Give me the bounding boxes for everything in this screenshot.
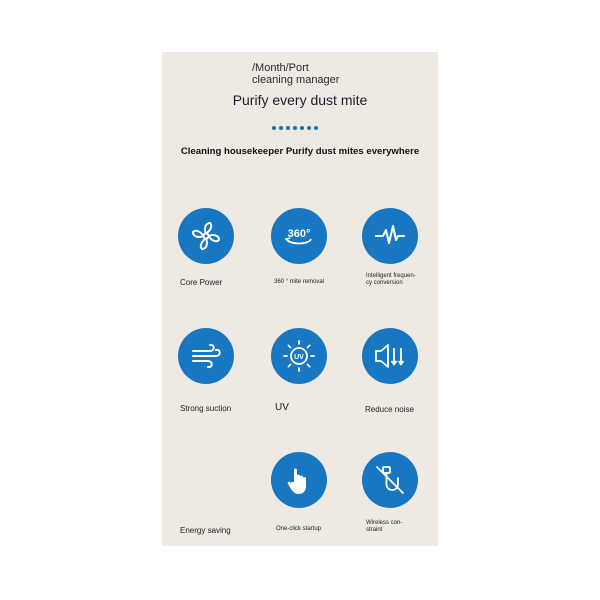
degrees-text: 360° [287, 228, 311, 240]
feature-label: UV [275, 402, 289, 413]
product-info-panel [162, 52, 438, 546]
feature-label: Wireless con- straint [366, 520, 403, 533]
uv-text: UV [294, 354, 304, 361]
divider-dots [272, 126, 318, 130]
dot [286, 126, 290, 130]
feature-label: One-click startup [276, 526, 322, 532]
volume-down-icon [362, 328, 418, 384]
feature-label: Strong suction [180, 404, 232, 413]
feature-label: Core Power [180, 278, 223, 287]
dot [307, 126, 311, 130]
pulse-wave-icon [362, 208, 418, 264]
feature-label: 360 ° mite removal [274, 279, 325, 285]
dot [279, 126, 283, 130]
header-line-1: /Month/Port [252, 62, 309, 74]
feature-label: Reduce noise [365, 405, 414, 414]
feature-label: Intelligent frequen- cy conversion [366, 273, 416, 286]
header-line-2: cleaning manager [252, 74, 340, 86]
headline: Purify every dust mite [232, 92, 368, 108]
dot [293, 126, 297, 130]
rotation-360-icon [271, 208, 327, 264]
dot [272, 126, 276, 130]
fan-icon [178, 208, 234, 264]
dot [314, 126, 318, 130]
hand-touch-icon [271, 452, 327, 508]
wind-icon [178, 328, 234, 384]
uv-sun-icon [271, 328, 327, 384]
dot [300, 126, 304, 130]
feature-label: Energy saving [180, 526, 231, 535]
no-cable-icon [362, 452, 418, 508]
subheading: Cleaning housekeeper Purify dust mites everywhere [180, 146, 420, 157]
